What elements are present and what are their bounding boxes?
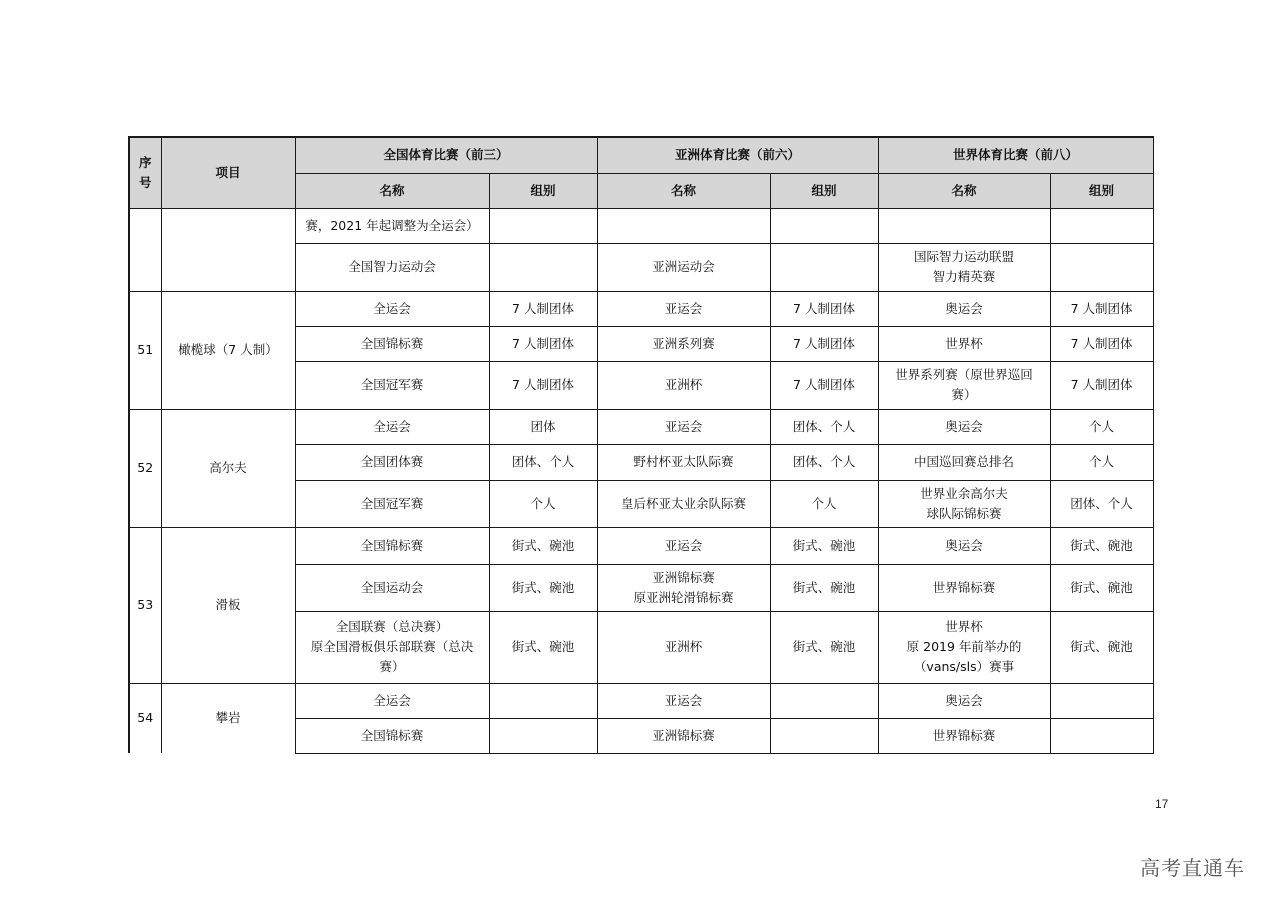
national-name-cell: 全运会 (295, 683, 489, 718)
world-group-cell (1050, 683, 1153, 718)
national-group-cell (489, 243, 597, 291)
asian-group-cell (770, 683, 878, 718)
world-name-cell (878, 480, 1050, 527)
asian-group-cell: 7 人制团体 (770, 361, 878, 409)
asian-group-cell: 团体、个人 (770, 444, 878, 480)
world-name-cell: 奥运会 (878, 291, 1050, 326)
national-group-cell (489, 718, 597, 753)
national-group-cell: 街式、碗池 (489, 527, 597, 564)
world-group-cell (1050, 208, 1153, 243)
national-group-cell (489, 208, 597, 243)
seq-cell: 51 (129, 291, 161, 409)
header-seq-char-2: 号 (138, 174, 152, 190)
asian-name-cell (597, 208, 770, 243)
header-world: 世界体育比赛（前八） (878, 137, 1153, 173)
national-name-line: 原全国滑板俱乐部联赛（总决 (310, 639, 474, 654)
asian-group-cell: 团体、个人 (770, 409, 878, 444)
world-name-line: 球队际锦标赛 (926, 505, 1002, 521)
asian-name-cell: 亚洲杯 (597, 361, 770, 409)
national-group-cell: 7 人制团体 (489, 326, 597, 361)
asian-name-cell: 亚洲锦标赛 (597, 718, 770, 753)
asian-name-cell: 亚运会 (597, 683, 770, 718)
header-asian-group: 组别 (770, 173, 878, 208)
world-name-cell (878, 243, 1050, 291)
national-name-cell: 全国锦标赛 (295, 718, 489, 753)
asian-group-cell: 个人 (770, 480, 878, 527)
seq-cell: 54 (129, 683, 161, 753)
world-group-cell: 7 人制团体 (1050, 361, 1153, 409)
asian-group-cell: 7 人制团体 (770, 291, 878, 326)
item-cell (161, 208, 295, 291)
table-row (129, 291, 1153, 326)
national-name-line: 赛） (379, 659, 405, 674)
table-row (129, 527, 1153, 564)
national-name-cell: 全运会 (295, 409, 489, 444)
sports-events-table (128, 136, 1154, 754)
asian-name-cell: 皇后杯亚太业余队际赛 (597, 480, 770, 527)
world-name-cell: 奥运会 (878, 409, 1050, 444)
world-name-cell: 世界锦标赛 (878, 564, 1050, 611)
world-group-cell: 街式、碗池 (1050, 564, 1153, 611)
world-group-cell (1050, 243, 1153, 291)
item-cell: 橄榄球（7 人制） (161, 291, 295, 409)
item-cell: 高尔夫 (161, 409, 295, 527)
national-name-cell: 全国团体赛 (295, 444, 489, 480)
header-national-group: 组别 (489, 173, 597, 208)
item-cell: 滑板 (161, 527, 295, 683)
national-name-cell: 全运会 (295, 291, 489, 326)
world-name-line: 世界系列赛（原世界巡回 (895, 367, 1033, 382)
national-name-cell: 全国运动会 (295, 564, 489, 611)
national-group-cell: 7 人制团体 (489, 361, 597, 409)
asian-name-cell: 亚运会 (597, 527, 770, 564)
header-national: 全国体育比赛（前三） (295, 137, 597, 173)
asian-group-cell: 街式、碗池 (770, 564, 878, 611)
world-name-line: 国际智力运动联盟 (914, 249, 1015, 264)
world-name-cell: 奥运会 (878, 683, 1050, 718)
world-name-line: 世界业余高尔夫 (920, 485, 1008, 501)
world-name-cell: 奥运会 (878, 527, 1050, 564)
header-row-1 (129, 137, 1153, 173)
asian-name-cell: 亚运会 (597, 409, 770, 444)
national-group-cell: 街式、碗池 (489, 564, 597, 611)
asian-group-cell (770, 243, 878, 291)
world-group-cell: 7 人制团体 (1050, 291, 1153, 326)
world-name-line: 原 2019 年前举办的 (906, 639, 1022, 654)
asian-group-cell: 街式、碗池 (770, 611, 878, 683)
asian-group-cell (770, 718, 878, 753)
page-number: 17 (1155, 797, 1169, 811)
world-name-line: 世界杯 (945, 619, 983, 634)
world-name-cell (878, 208, 1050, 243)
world-group-cell: 个人 (1050, 409, 1153, 444)
table-row (129, 683, 1153, 718)
asian-name-line: 原亚洲轮滑锦标赛 (633, 589, 734, 605)
national-name-line: 全国联赛（总决赛） (335, 619, 449, 634)
national-name-cell: 全国冠军赛 (295, 361, 489, 409)
asian-name-cell: 野村杯亚太队际赛 (597, 444, 770, 480)
world-group-cell: 7 人制团体 (1050, 326, 1153, 361)
asian-group-cell (770, 208, 878, 243)
header-world-group: 组别 (1050, 173, 1153, 208)
national-group-cell: 7 人制团体 (489, 291, 597, 326)
seq-cell (129, 208, 161, 291)
asian-name-cell: 亚运会 (597, 291, 770, 326)
header-item: 项目 (161, 137, 295, 208)
world-name-cell: 世界杯 (878, 326, 1050, 361)
national-group-cell: 团体 (489, 409, 597, 444)
watermark: 高考直通车 (1140, 856, 1245, 880)
world-name-line: （vans/sls）赛事 (913, 659, 1015, 674)
national-name-cell: 全国冠军赛 (295, 480, 489, 527)
world-group-cell: 个人 (1050, 444, 1153, 480)
world-name-cell: 中国巡回赛总排名 (878, 444, 1050, 480)
national-group-cell: 团体、个人 (489, 444, 597, 480)
national-name-cell: 全国锦标赛 (295, 527, 489, 564)
national-name-cell: 赛，2021 年起调整为全运会） (295, 208, 489, 243)
seq-cell: 53 (129, 527, 161, 683)
header-asian: 亚洲体育比赛（前六） (597, 137, 878, 173)
national-group-cell (489, 683, 597, 718)
asian-group-cell: 街式、碗池 (770, 527, 878, 564)
table-row (129, 409, 1153, 444)
world-name-cell: 世界锦标赛 (878, 718, 1050, 753)
asian-name-cell: 亚洲杯 (597, 611, 770, 683)
world-group-cell: 街式、碗池 (1050, 611, 1153, 683)
header-national-name: 名称 (295, 173, 489, 208)
world-group-cell: 街式、碗池 (1050, 527, 1153, 564)
asian-group-cell: 7 人制团体 (770, 326, 878, 361)
world-name-cell (878, 611, 1050, 683)
asian-name-cell (597, 564, 770, 611)
item-cell: 攀岩 (161, 683, 295, 753)
asian-name-line: 亚洲锦标赛 (652, 569, 715, 585)
national-name-cell (295, 611, 489, 683)
header-seq-char-1: 序 (138, 154, 152, 170)
seq-cell: 52 (129, 409, 161, 527)
table-row (129, 208, 1153, 243)
asian-name-cell: 亚洲系列赛 (597, 326, 770, 361)
asian-name-cell: 亚洲运动会 (597, 243, 770, 291)
national-group-cell: 个人 (489, 480, 597, 527)
world-name-line: 智力精英赛 (932, 269, 996, 284)
national-name-cell: 全国锦标赛 (295, 326, 489, 361)
world-group-cell: 团体、个人 (1050, 480, 1153, 527)
world-name-line: 赛） (951, 387, 977, 402)
world-name-cell (878, 361, 1050, 409)
header-seq (129, 137, 161, 208)
world-group-cell (1050, 718, 1153, 753)
national-group-cell: 街式、碗池 (489, 611, 597, 683)
header-asian-name: 名称 (597, 173, 770, 208)
header-world-name: 名称 (878, 173, 1050, 208)
national-name-cell: 全国智力运动会 (295, 243, 489, 291)
